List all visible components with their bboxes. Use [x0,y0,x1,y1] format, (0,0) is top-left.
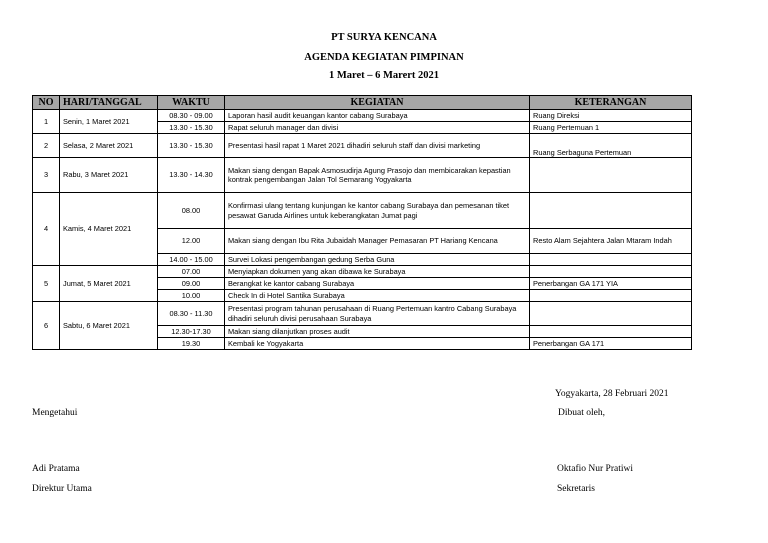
note-cell [530,326,692,338]
day-date: Selasa, 2 Maret 2021 [60,134,158,158]
time-cell: 08.30 - 09.00 [158,110,225,122]
prepared-by-label: Dibuat oleh, [558,408,605,418]
note-cell [530,266,692,278]
activity-cell: Konfirmasi ulang tentang kunjungan ke kantor cabang Surabaya dan pemesanan tiket pesawat Garuda Airlines untuk keberangkatan Jumat pagi [225,193,530,229]
time-cell: 08.00 [158,193,225,229]
table-row [33,134,692,158]
note-cell: Penerbangan GA 171 YIA [530,278,692,290]
place-date: Yogyakarta, 28 Februari 2021 [555,389,669,399]
signer-right-name: Oktafio Nur Pratiwi [557,464,633,474]
agenda-table [32,95,692,350]
day-number: 6 [33,302,60,350]
note-cell [530,193,692,229]
activity-cell: Survei Lokasi pengembangan gedung Serba Guna [225,254,530,266]
day-number: 2 [33,134,60,158]
table-row [33,110,692,122]
time-cell: 07.00 [158,266,225,278]
day-date: Kamis, 4 Maret 2021 [60,193,158,266]
note-cell [530,158,692,193]
company-name: PT SURYA KENCANA [331,32,437,43]
time-cell: 13.30 - 15.30 [158,134,225,158]
activity-cell: Presentasi hasil rapat 1 Maret 2021 dihadiri seluruh staff dan divisi marketing [225,134,530,158]
activity-cell: Check In di Hotel Santika Surabaya [225,290,530,302]
time-cell: 12.30-17.30 [158,326,225,338]
time-cell: 09.00 [158,278,225,290]
note-cell [530,302,692,326]
note-cell: Penerbangan GA 171 [530,338,692,350]
table-header-row [33,96,692,110]
activity-cell: Laporan hasil audit keuangan kantor cabang Surabaya [225,110,530,122]
time-cell: 08.30 - 11.30 [158,302,225,326]
note-cell: Ruang Direksi [530,110,692,122]
day-number: 5 [33,266,60,302]
note-cell [530,254,692,266]
time-cell: 10.00 [158,290,225,302]
activity-cell: Makan siang dilanjutkan proses audit [225,326,530,338]
time-cell: 19.30 [158,338,225,350]
table-row [33,193,692,229]
table-row [33,266,692,278]
day-date: Senin, 1 Maret 2021 [60,110,158,134]
activity-cell: Presentasi program tahunan perusahaan di Ruang Pertemuan kantro Cabang Surabaya dihadiri seluruh divisi perusahaan Surabaya [225,302,530,326]
column-header-no: NO [33,96,60,110]
note-cell [530,290,692,302]
activity-cell: Rapat seluruh manager dan divisi [225,122,530,134]
day-date: Jumat, 5 Maret 2021 [60,266,158,302]
column-header-date: HARI/TANGGAL [60,96,158,110]
column-header-activity: KEGIATAN [225,96,530,110]
document-period: 1 Maret – 6 Marert 2021 [328,70,440,81]
time-cell: 13.30 - 15.30 [158,122,225,134]
day-date: Rabu, 3 Maret 2021 [60,158,158,193]
day-number: 4 [33,193,60,266]
activity-cell: Berangkat ke kantor cabang Surabaya [225,278,530,290]
signer-right-role: Sekretaris [557,484,595,494]
note-cell: Resto Alam Sejahtera Jalan Mtaram Indah [530,229,692,254]
column-header-note: KETERANGAN [530,96,692,110]
acknowledged-label: Mengetahui [32,408,78,418]
activity-cell: Makan siang dengan Bapak Asmosudirja Agung Prasojo dan membicarakan kepastian kontrak pengembangan Jalan Tol Semarang Yogyakarta [225,158,530,193]
day-date: Sabtu, 6 Maret 2021 [60,302,158,350]
time-cell: 12.00 [158,229,225,254]
note-cell: Ruang Serbaguna Pertemuan [530,134,692,158]
table-row [33,158,692,193]
note-cell: Ruang Pertemuan 1 [530,122,692,134]
time-cell: 14.00 - 15.00 [158,254,225,266]
signer-left-role: Direktur Utama [32,484,92,494]
signer-left-name: Adi Pratama [32,464,80,474]
activity-cell: Kembali ke Yogyakarta [225,338,530,350]
activity-cell: Makan siang dengan Ibu Rita Jubaidah Manager Pemasaran PT Hariang Kencana [225,229,530,254]
activity-cell: Menyiapkan dokumen yang akan dibawa ke Surabaya [225,266,530,278]
day-number: 1 [33,110,60,134]
column-header-time: WAKTU [158,96,225,110]
document-title: AGENDA KEGIATAN PIMPINAN [304,52,464,63]
time-cell: 13.30 - 14.30 [158,158,225,193]
table-row [33,302,692,326]
day-number: 3 [33,158,60,193]
